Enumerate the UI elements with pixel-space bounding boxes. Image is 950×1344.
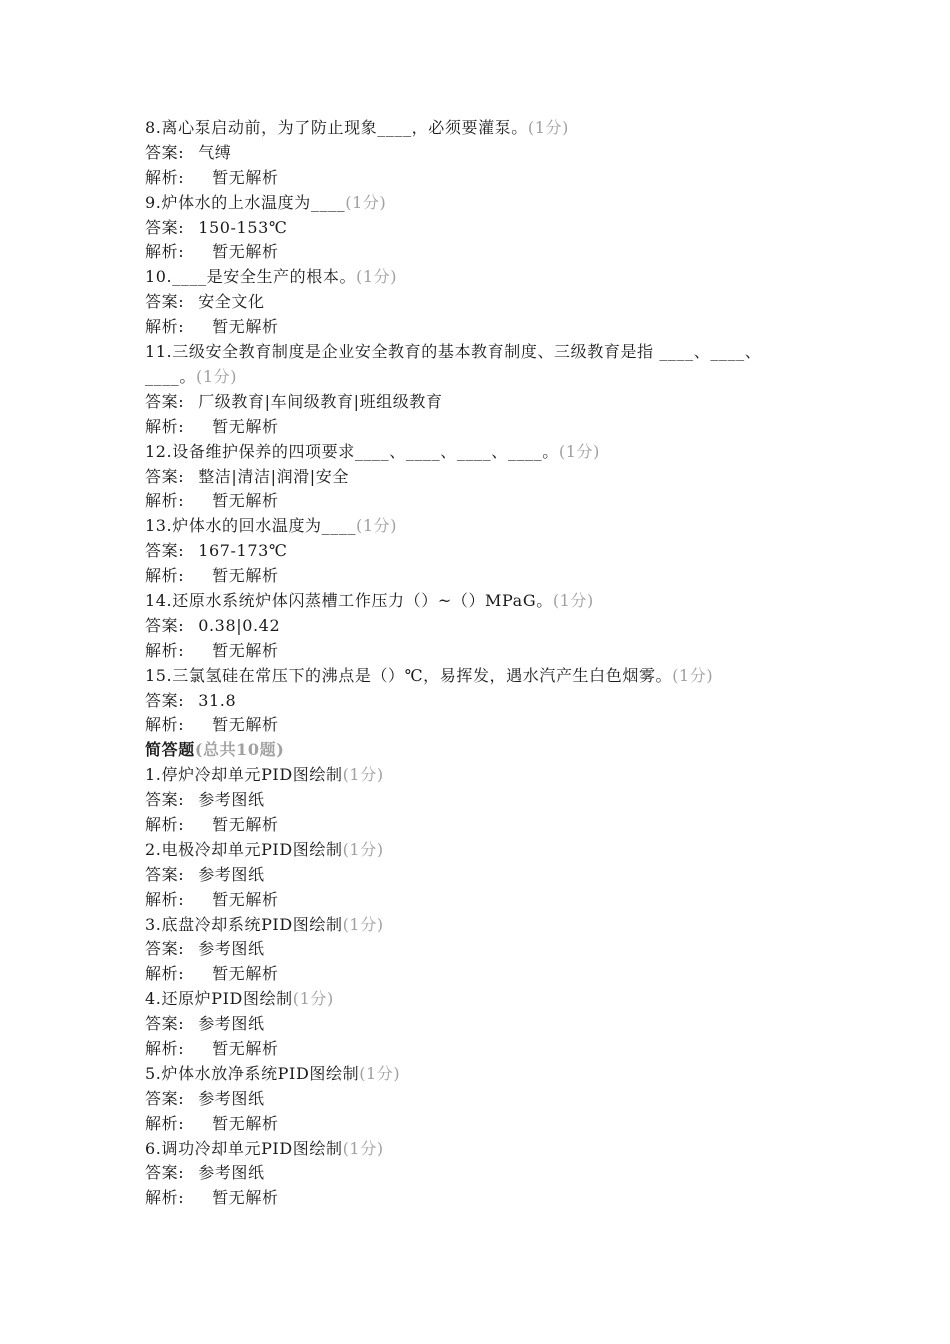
answer-label: 答案: <box>145 1163 185 1183</box>
analysis-text: 暂无解析 <box>212 491 279 511</box>
short-answer-1 <box>145 788 805 813</box>
answer-label: 答案: <box>145 615 185 635</box>
analysis-label: 解析: <box>145 566 185 586</box>
answer-text: 0.38|0.42 <box>198 615 281 635</box>
short-analysis-1 <box>145 813 805 838</box>
short-answer-3 <box>145 937 805 962</box>
answer-text: 参考图纸 <box>198 790 265 810</box>
analysis-text: 暂无解析 <box>212 640 279 660</box>
question-text: 8.离心泵启动前，为了防止现象____，必须要灌泵。 <box>145 118 528 137</box>
question-8 <box>145 116 805 141</box>
question-score: (1分) <box>672 665 714 685</box>
question-15 <box>145 664 805 689</box>
answer-text: 150-153℃ <box>198 217 288 237</box>
short-answer-5 <box>145 1087 805 1112</box>
analysis-label: 解析: <box>145 1188 185 1208</box>
analysis-label: 解析: <box>145 1113 185 1133</box>
analysis-label: 解析: <box>145 1038 185 1058</box>
question-score: (1分) <box>342 1138 384 1158</box>
short-answer-4 <box>145 1012 805 1037</box>
question-text: 6.调功冷却单元PID图绘制 <box>145 1138 343 1158</box>
analysis-15 <box>145 713 805 738</box>
answer-10 <box>145 290 805 315</box>
question-text: 1.停炉冷却单元PID图绘制 <box>145 765 343 785</box>
answer-label: 答案: <box>145 292 185 312</box>
analysis-text: 暂无解析 <box>212 889 279 909</box>
question-score: (1分) <box>527 118 569 137</box>
analysis-label: 解析: <box>145 640 185 660</box>
question-text: 5.炉体水放净系统PID图绘制 <box>145 1063 360 1083</box>
answer-text: 安全文化 <box>198 292 265 312</box>
question-text: 4.还原炉PID图绘制 <box>145 989 293 1009</box>
answer-label: 答案: <box>145 790 185 810</box>
question-text: 10.____是安全生产的根本。 <box>145 267 357 287</box>
question-score: (1分) <box>342 765 384 785</box>
question-text: 12.设备维护保养的四项要求____、____、____、____。 <box>145 441 559 461</box>
short-analysis-2 <box>145 888 805 913</box>
answer-text: 参考图纸 <box>198 1088 265 1108</box>
analysis-12 <box>145 489 805 514</box>
short-question-3 <box>145 913 805 938</box>
answer-9 <box>145 216 805 241</box>
analysis-label: 解析: <box>145 889 185 909</box>
answer-text: 167-173℃ <box>198 541 288 561</box>
analysis-label: 解析: <box>145 491 185 511</box>
question-score: (1分) <box>342 914 384 934</box>
answer-text: 气缚 <box>198 142 232 162</box>
question-text: 15.三氯氢硅在常压下的沸点是（）℃，易挥发，遇水汽产生白色烟雾。 <box>145 665 673 685</box>
question-score: (1分) <box>342 839 384 859</box>
question-score: (1分) <box>359 1063 401 1083</box>
analysis-text: 暂无解析 <box>212 715 279 735</box>
answer-label: 答案: <box>145 690 185 710</box>
short-analysis-5 <box>145 1112 805 1137</box>
analysis-text: 暂无解析 <box>212 814 279 834</box>
question-13 <box>145 514 805 539</box>
analysis-label: 解析: <box>145 715 185 735</box>
answer-14 <box>145 614 805 639</box>
answer-text: 31.8 <box>198 690 237 710</box>
analysis-text: 暂无解析 <box>212 1113 279 1133</box>
answer-label: 答案: <box>145 939 185 959</box>
short-question-5 <box>145 1062 805 1087</box>
question-text: 11.三级安全教育制度是企业安全教育的基本教育制度、三级教育是指 ____、____、____。 <box>145 342 762 386</box>
question-12 <box>145 440 805 465</box>
answer-label: 答案: <box>145 217 185 237</box>
question-text: 9.炉体水的上水温度为____ <box>145 192 346 212</box>
answer-label: 答案: <box>145 391 185 411</box>
analysis-8 <box>145 166 805 191</box>
analysis-text: 暂无解析 <box>212 317 279 337</box>
answer-text: 参考图纸 <box>198 939 265 959</box>
answer-label: 答案: <box>145 864 185 884</box>
short-question-6 <box>145 1137 805 1162</box>
analysis-9 <box>145 240 805 265</box>
answer-11 <box>145 390 805 415</box>
short-analysis-4 <box>145 1037 805 1062</box>
analysis-label: 解析: <box>145 167 185 187</box>
analysis-text: 暂无解析 <box>212 242 279 262</box>
question-text: 3.底盘冷却系统PID图绘制 <box>145 914 343 934</box>
answer-text: 参考图纸 <box>198 1014 265 1034</box>
analysis-10 <box>145 315 805 340</box>
analysis-label: 解析: <box>145 814 185 834</box>
question-score: (1分) <box>552 590 594 610</box>
question-11 <box>145 340 805 390</box>
question-10 <box>145 265 805 290</box>
section-heading <box>145 738 805 763</box>
short-analysis-6 <box>145 1186 805 1211</box>
short-question-4 <box>145 987 805 1012</box>
short-question-1 <box>145 763 805 788</box>
answer-text: 参考图纸 <box>198 1163 265 1183</box>
analysis-text: 暂无解析 <box>212 416 279 436</box>
answer-label: 答案: <box>145 1088 185 1108</box>
question-text: 2.电极冷却单元PID图绘制 <box>145 839 343 859</box>
question-9 <box>145 191 805 216</box>
short-answer-2 <box>145 863 805 888</box>
question-text: 13.炉体水的回水温度为____ <box>145 516 357 536</box>
question-14 <box>145 589 805 614</box>
answer-8 <box>145 141 805 166</box>
short-analysis-3 <box>145 962 805 987</box>
question-score: (1分) <box>292 989 334 1009</box>
question-score: (1分) <box>196 366 238 386</box>
section-title: 简答题 <box>145 740 195 760</box>
answer-text: 整洁|清洁|润滑|安全 <box>198 466 349 486</box>
answer-label: 答案: <box>145 466 185 486</box>
analysis-text: 暂无解析 <box>212 964 279 984</box>
analysis-label: 解析: <box>145 964 185 984</box>
document-body <box>145 116 805 1211</box>
analysis-text: 暂无解析 <box>212 1188 279 1208</box>
analysis-label: 解析: <box>145 242 185 262</box>
analysis-label: 解析: <box>145 317 185 337</box>
analysis-text: 暂无解析 <box>212 1038 279 1058</box>
analysis-label: 解析: <box>145 416 185 436</box>
question-score: (1分) <box>356 267 398 287</box>
analysis-11 <box>145 415 805 440</box>
short-question-2 <box>145 838 805 863</box>
question-text: 14.还原水系统炉体闪蒸槽工作压力（）~（）MPaG。 <box>145 590 553 610</box>
section-subtitle: (总共10题) <box>194 740 285 760</box>
answer-13 <box>145 539 805 564</box>
answer-12 <box>145 465 805 490</box>
analysis-text: 暂无解析 <box>212 566 279 586</box>
answer-text: 参考图纸 <box>198 864 265 884</box>
answer-text: 厂级教育|车间级教育|班组级教育 <box>198 391 443 411</box>
answer-label: 答案: <box>145 1014 185 1034</box>
question-score: (1分) <box>345 192 387 212</box>
question-score: (1分) <box>356 516 398 536</box>
question-score: (1分) <box>558 441 600 461</box>
answer-15 <box>145 689 805 714</box>
analysis-text: 暂无解析 <box>212 167 279 187</box>
analysis-14 <box>145 639 805 664</box>
analysis-13 <box>145 564 805 589</box>
short-answer-6 <box>145 1161 805 1186</box>
answer-label: 答案: <box>145 541 185 561</box>
answer-label: 答案: <box>145 142 185 162</box>
